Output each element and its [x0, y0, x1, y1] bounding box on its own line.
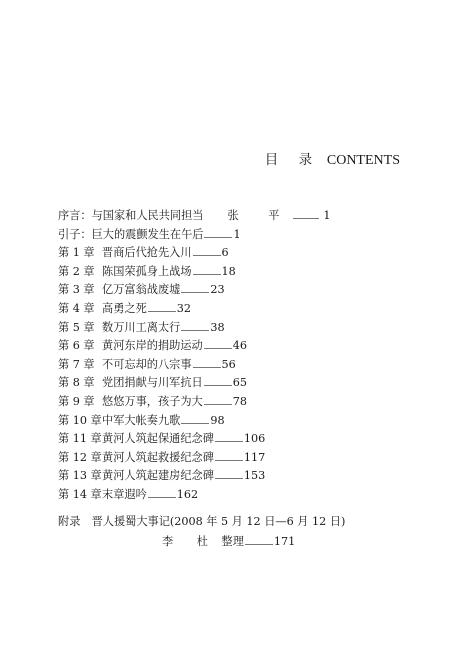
appendix-title: 晋人援蜀大事记(2008 年 5 月 12 日—6 月 12 日) — [91, 515, 346, 528]
chapter-title: 党团捐献与川军抗日 — [102, 376, 203, 390]
dot-leader — [204, 339, 232, 349]
chapter-title: 数万川工离太行 — [102, 320, 181, 334]
dot-leader — [181, 414, 209, 424]
chapter-page: 65 — [232, 376, 247, 390]
chapter-number: 第 5 章 — [58, 320, 95, 334]
chapter-number: 第 7 章 — [58, 357, 95, 371]
chapter-page: 106 — [243, 432, 266, 446]
toc-entry-chapter — [58, 300, 418, 319]
toc-heading-cn: 目 录 — [264, 152, 321, 168]
preface-title: 序言：与国家和人民共同担当 — [58, 209, 204, 222]
chapter-title: 黄河人筑起救援纪念碑 — [102, 450, 214, 464]
dot-leader — [215, 469, 243, 479]
chapter-number: 第 10 章 — [58, 413, 102, 427]
dot-leader — [204, 228, 232, 238]
chapter-title: 黄河人筑起保通纪念碑 — [102, 432, 214, 446]
dot-leader — [193, 246, 221, 256]
dot-leader — [148, 488, 176, 498]
chapter-page: 6 — [221, 246, 229, 260]
chapter-title: 晋商后代抢先入川 — [102, 246, 192, 260]
chapter-title: 不可忘却的八宗事 — [102, 357, 192, 371]
chapter-page: 32 — [176, 301, 192, 315]
chapter-title: 高勇之死 — [102, 301, 147, 315]
toc-entry-chapter — [58, 356, 418, 375]
toc-entry-chapter — [58, 449, 418, 468]
appendix-role: 整理 — [221, 534, 244, 548]
dot-leader — [181, 321, 209, 331]
appendix-entry — [58, 513, 345, 551]
toc-entry-chapter — [58, 263, 418, 282]
preface-page: 1 — [323, 209, 331, 222]
toc-entry-chapter — [58, 412, 418, 431]
preface-author: 张 平 — [227, 209, 293, 222]
toc-entry-chapter — [58, 319, 418, 338]
dot-leader — [215, 451, 243, 461]
intro-page: 1 — [233, 227, 241, 241]
dot-leader — [245, 535, 273, 545]
toc-entry-chapter — [58, 281, 418, 300]
toc-entry-chapter — [58, 244, 418, 263]
toc-heading — [265, 148, 400, 169]
appendix-editor: 李 杜 — [162, 534, 218, 548]
toc-entry-chapter — [58, 337, 418, 356]
dot-leader — [204, 376, 232, 386]
chapter-page: 78 — [232, 394, 247, 408]
chapter-title: 末章遐吟 — [102, 487, 147, 501]
chapter-number: 第 4 章 — [58, 301, 95, 315]
chapter-page: 117 — [243, 450, 266, 464]
chapter-number: 第 2 章 — [58, 264, 95, 278]
toc-heading-en: CONTENTS — [326, 153, 400, 168]
chapter-number: 第 13 章 — [58, 469, 102, 483]
dot-leader — [193, 265, 221, 275]
chapter-page: 56 — [221, 357, 236, 371]
appendix-page: 171 — [273, 534, 296, 548]
toc-list — [58, 207, 418, 505]
chapter-page: 18 — [221, 264, 236, 278]
toc-entry-chapter — [58, 374, 418, 393]
toc-entry-preface — [58, 207, 418, 226]
chapter-number: 第 8 章 — [58, 376, 95, 390]
chapter-number: 第 6 章 — [58, 339, 95, 353]
chapter-page: 23 — [210, 283, 225, 297]
chapter-page: 98 — [210, 413, 225, 427]
dot-leader — [215, 432, 243, 442]
chapter-page: 38 — [210, 320, 225, 334]
chapter-page: 153 — [243, 469, 266, 483]
appendix-label: 附录 — [58, 515, 81, 528]
chapter-page: 46 — [232, 339, 247, 353]
dot-leader — [193, 358, 221, 368]
chapter-page: 162 — [176, 487, 199, 501]
toc-entry-intro — [58, 226, 418, 245]
chapter-number: 第 1 章 — [58, 246, 95, 260]
chapter-title: 悠悠万事，孩子为大 — [102, 394, 203, 408]
dot-leader — [204, 395, 232, 405]
chapter-title: 中军大帐奏九歌 — [102, 413, 181, 427]
chapter-number: 第 9 章 — [58, 394, 95, 408]
chapter-title: 黄河人筑起建房纪念碑 — [102, 469, 214, 483]
chapter-title: 亿万富翁战废墟 — [102, 283, 181, 297]
chapter-number: 第 14 章 — [58, 487, 102, 501]
chapter-number: 第 3 章 — [58, 283, 95, 297]
chapter-title: 陈国荣孤身上战场 — [102, 264, 192, 278]
toc-entry-chapter — [58, 430, 418, 449]
toc-entry-chapter — [58, 393, 418, 412]
chapter-number: 第 11 章 — [58, 432, 102, 446]
toc-entry-chapter — [58, 486, 418, 505]
dot-leader — [181, 283, 209, 293]
intro-title: 引子：巨大的震颤发生在午后 — [58, 227, 204, 241]
chapter-title: 黄河东岸的捐助运动 — [102, 339, 203, 353]
dot-leader — [293, 209, 319, 219]
dot-leader — [148, 302, 176, 312]
toc-entry-chapter — [58, 467, 418, 486]
chapter-number: 第 12 章 — [58, 450, 102, 464]
